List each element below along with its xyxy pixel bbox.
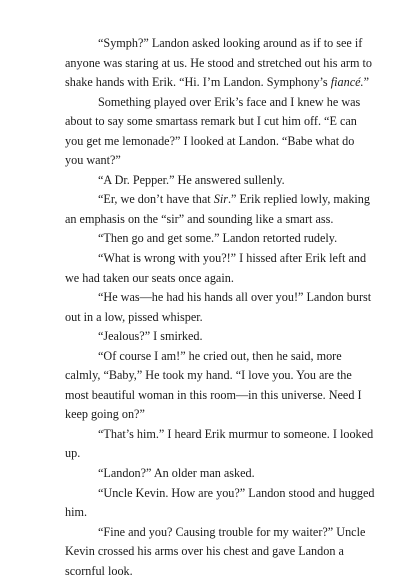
text-run: fiancé. (330, 75, 364, 90)
paragraph (65, 171, 375, 191)
text-run: “Of course I am!” he cried out, then he said, more calmly, “Baby,” He took my hand. “I love you. You are the most beautiful woman in this room—in this universe. Need I keep going on?” (65, 348, 362, 422)
manuscript-text (65, 34, 375, 581)
text-run: ” (363, 75, 369, 90)
text-run: “Landon?” An older man asked. (98, 466, 255, 481)
paragraph (65, 249, 375, 288)
paragraph (65, 425, 375, 464)
text-run: “He was—he had his hands all over you!” Landon burst out in a low, pissed whisper. (65, 290, 372, 324)
text-run: “Uncle Kevin. How are you?” Landon stood and hugged him. (65, 485, 375, 520)
text-run: “Jealous?” I smirked. (98, 329, 203, 344)
text-run: .” Erik replied lowly, making an emphasis on the “sir” and sounding like a smart ass. (65, 192, 370, 226)
text-run: Something played over Erik’s face and I knew he was about to say some smartass remark but I cut him off. “E can you get me lemonade?” I looked at Landon. “Babe what do you want?” (65, 94, 361, 168)
text-run: Sir (213, 192, 228, 207)
text-run: “What is wrong with you?!” I hissed after Erik left and we had taken our seats once again. (65, 251, 367, 285)
text-run: “Fine and you? Causing trouble for my waiter?” Uncle Kevin crossed his arms over his chest and gave Landon a scornful look. (65, 524, 366, 578)
text-run: “That’s him.” I heard Erik murmur to someone. I looked up. (65, 426, 374, 461)
text-run: “Symph?” Landon asked looking around as if to see if anyone was staring at us. He stood and stretched out his arm to shake hands with Erik. “Hi. I’m Landon. Symphony’s (65, 36, 372, 90)
text-run: “Er, we don’t have that (98, 192, 214, 207)
paragraph (65, 190, 375, 229)
paragraph (65, 288, 375, 327)
text-run: “A Dr. Pepper.” He answered sullenly. (98, 172, 285, 187)
paragraph (65, 34, 375, 93)
paragraph (65, 327, 375, 347)
paragraph (65, 93, 375, 171)
paragraph (65, 523, 375, 581)
paragraph (65, 347, 375, 425)
paragraph (65, 464, 375, 484)
text-run: “Then go and get some.” Landon retorted rudely. (98, 231, 338, 246)
paragraph (65, 484, 375, 523)
paragraph (65, 229, 375, 249)
